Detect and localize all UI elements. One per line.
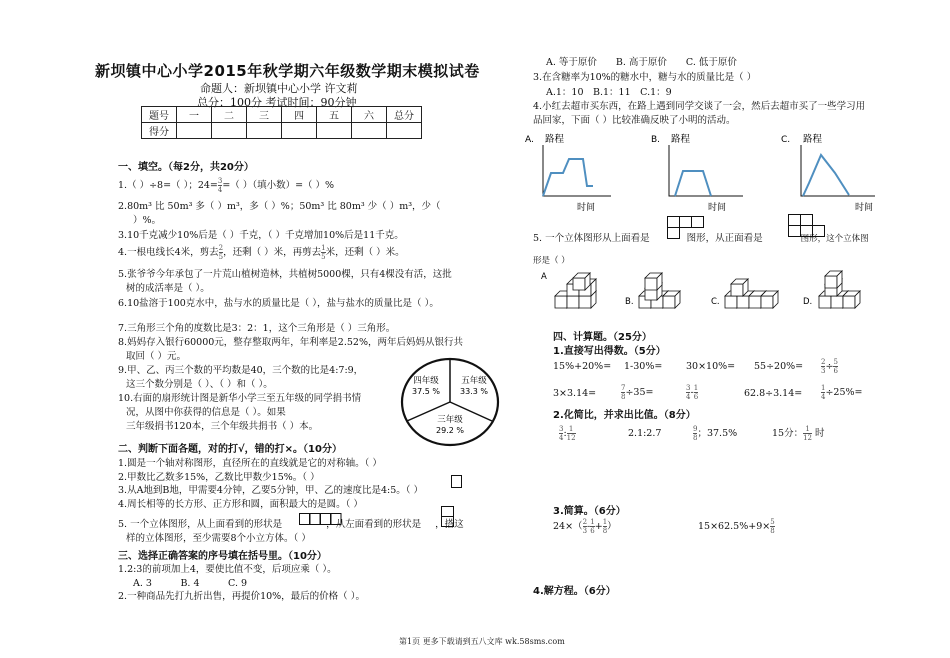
ratio-1: $\frac{3}{4}$ : $\frac{1}{12}$ (559, 425, 576, 442)
section-3-heading: 三、选择正确答案的序号填在括号里。（10分） (118, 551, 327, 562)
s2-question-4: 4.周长相等的长方形、正方形和圆，面积最大的是圆。（ ） (118, 499, 363, 510)
top-view-l-shape-icon (667, 216, 705, 242)
score-table-header-row: 题号 一 二 三 四 五 六 总分 (142, 107, 422, 123)
simplify-2: 15×62.5%+9× $\frac{5}{8}$ (698, 518, 775, 535)
small-square-icon (451, 475, 463, 489)
section-4-heading: 四、计算题。（25分） (553, 332, 652, 343)
svg-text:时间: 时间 (577, 203, 596, 213)
s1-question-10: 10.右面的扇形统计图是新华小学三至五年级的同学捐书情 (118, 393, 362, 404)
s1-question-1: 1.（ ）÷8=（ ）；24= $\frac{3}{4}$ =（ ）（填小数）=（ ）% (118, 177, 335, 194)
svg-text:路程: 路程 (671, 134, 691, 145)
distance-time-graphs (525, 133, 895, 213)
s3-question-5: 5. 一个立体图形从上面看是 图形，从正面看是 图形，这个立体图 (533, 233, 869, 244)
s3-question-3: 3.在含糖率为10%的糖水中，糖与水的质量比是（ ） (533, 72, 757, 83)
page-footer: 第1页 更多下载请到五八文库 wk.58sms.com (399, 637, 565, 646)
left-view-shape-icon (441, 506, 456, 528)
svg-text:C.: C. (781, 135, 791, 145)
top-view-shape-icon (299, 513, 344, 526)
score-time-line: 总分：100分 考试时间：90分钟 (197, 96, 357, 109)
pie-label-grade3: 三年级 (437, 415, 463, 425)
svg-text:时间: 时间 (855, 203, 874, 213)
author-line: 命题人：新坝镇中心小学 许文莉 (200, 82, 358, 95)
s2-question-1: 1.圆是一个轴对称图形，直径所在的直线就是它的对称轴。（ ） (118, 458, 382, 469)
svg-text:A.: A. (525, 135, 534, 145)
graph-c (781, 133, 875, 213)
s3-question-4: 4.小红去超市买东西，在路上遇到同学交谈了一会，然后去超市买了一些学习用 (533, 101, 866, 112)
s1-question-6: 6.10盐溶于100克水中，盐与水的质量比是（ ），盐与盐水的质量比是（ ）。 (118, 298, 439, 309)
s4-part-3: 3.简算。（6分） (553, 506, 626, 517)
cube-options (533, 270, 863, 310)
s1-question-5: 5.张爷爷今年承包了一片荒山植树造林，共植树5000棵，只有4棵没有活，这批 (118, 269, 452, 280)
pie-value-grade4: 37.5 % (412, 387, 440, 396)
svg-text:B.: B. (651, 135, 661, 145)
s3-question-1-options: A. 3 B. 4 C. 9 (133, 578, 248, 589)
ratio-3: $\frac{9}{8}$ ；37.5% (693, 425, 738, 442)
graph-b (651, 133, 743, 213)
exam-title: 新坝镇中心小学2015年秋学期六年级数学期末模拟试卷 (95, 62, 480, 80)
s1-question-4: 4.一根电线长4米，剪去 $\frac{2}{5}$ ，还剩（ ）米，再剪去 $\frac{1}{5}$ 米，还剩（ ）米。 (118, 244, 405, 261)
svg-text:D.: D. (803, 297, 813, 307)
s1-question-3: 3.10千克减少10%后是（ ）千克，（ ）千克增加10%后是11千克。 (118, 230, 404, 241)
s2-question-3: 3.从A地到B地，甲需要4分钟，乙要5分钟，甲、乙的速度比是4:5。（ ） (118, 485, 424, 496)
pie-label-grade5: 五年级 (461, 376, 487, 386)
s2-question-5: 5. 一个立体图形，从上面看到的形状是 ，从左面看到的形状是 ，搭这 (118, 519, 464, 530)
s4-part-4: 4.解方程。（6分） (533, 586, 616, 597)
simplify-1: 24×（ $\frac{2}{3}$ - $\frac{1}{6}$ + $\frac{1}{8}$ ） (553, 518, 617, 535)
svg-text:时间: 时间 (708, 203, 727, 213)
s3-question-2-options: A. 等于原价 B. 高于原价 C. 低于原价 (546, 57, 737, 68)
s3-question-3-options: A.1：10 B.1：11 C.1：9 (546, 87, 672, 98)
score-table (141, 106, 422, 139)
svg-text:路程: 路程 (803, 134, 823, 145)
svg-text:路程: 路程 (545, 134, 565, 145)
s2-question-2: 2.甲数比乙数多15%，乙数比甲数少15%。（ ） (118, 472, 320, 483)
svg-text:A: A (541, 272, 547, 282)
s3-question-1: 1.2:3的前项加上4，要使比值不变，后项应乘（ ）。 (118, 564, 337, 575)
section-1-heading: 一、填空。（每2分，共20分） (118, 162, 254, 173)
pie-value-grade3: 29.2 % (436, 426, 464, 435)
pie-chart (400, 357, 502, 447)
s3-question-2: 2.一种商品先打九折出售，再提价10%，最后的价格（ ）。 (118, 591, 365, 602)
graph-a (525, 133, 611, 213)
s1-question-9: 9.甲、乙、丙三个数的平均数是40，三个数的比是4:7:9， (118, 365, 364, 376)
s4-part-1: 1.直接写出得数。（5分） (553, 346, 666, 357)
s4-part-2: 2.化简比，并求出比值。（8分） (553, 410, 696, 421)
s1-question-8: 8.妈妈存入银行60000元，整存整取两年，年利率是2.52%，两年后妈妈从银行共 (118, 337, 463, 348)
ratio-4: 15分： $\frac{1}{12}$ 时 (772, 425, 825, 442)
score-table-score-row: 得分 (142, 123, 422, 139)
s1-question-2: 2.80m³ 比 50m³ 多（ ）m³，多（ ）%；50m³ 比 80m³ 少（ ）m³，少（ (118, 201, 441, 212)
ratio-2: 2.1:2.7 (628, 428, 662, 439)
svg-text:B.: B. (625, 297, 634, 307)
svg-text:C.: C. (711, 297, 720, 307)
front-view-shape-icon (788, 214, 826, 240)
pie-value-grade5: 33.3 % (460, 387, 488, 396)
pie-label-grade4: 四年级 (413, 376, 439, 386)
section-2-heading: 二、判断下面各题，对的打√，错的打×。（10分） (118, 444, 342, 455)
s1-question-7: 7.三角形三个角的度数比是3：2：1，这个三角形是（ ）三角形。 (118, 323, 396, 334)
